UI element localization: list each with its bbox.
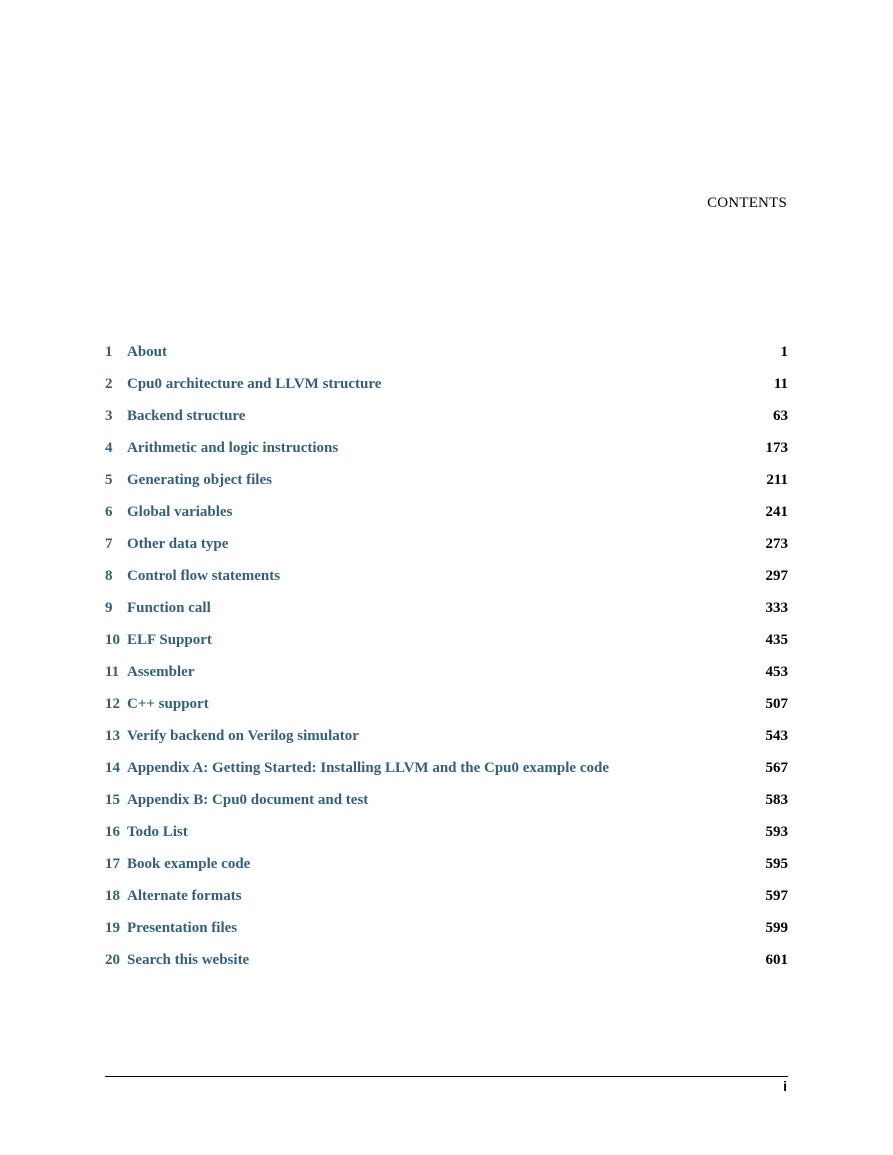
toc-entry-link[interactable] — [105, 468, 766, 492]
chapter-number: 8 — [105, 568, 113, 584]
chapter-title: Control flow statements — [127, 568, 281, 584]
chapter-title: Arithmetic and logic instructions — [127, 440, 339, 456]
footer-page-number: i — [783, 1078, 787, 1094]
footer-divider — [105, 1076, 788, 1077]
chapter-title: Backend structure — [127, 408, 246, 424]
chapter-title: Alternate formats — [127, 888, 242, 904]
toc-entry-link[interactable] — [105, 436, 766, 460]
chapter-number: 6 — [105, 504, 113, 520]
chapter-number: 3 — [105, 408, 113, 424]
chapter-number: 9 — [105, 600, 113, 616]
chapter-title: Global variables — [127, 504, 233, 520]
toc-entry — [105, 340, 788, 372]
toc-entry-link[interactable] — [105, 404, 773, 428]
chapter-page-number: 273 — [765, 536, 788, 552]
chapter-number: 5 — [105, 472, 113, 488]
chapter-page-number: 1 — [780, 344, 788, 360]
chapter-page-number: 597 — [765, 888, 788, 904]
toc-entry-link[interactable] — [105, 948, 766, 972]
chapter-title: Presentation files — [127, 920, 238, 936]
chapter-page-number: 601 — [765, 952, 788, 968]
running-header: CONTENTS — [707, 195, 787, 211]
toc-entry-link[interactable] — [105, 916, 766, 940]
table-of-contents — [105, 340, 788, 980]
toc-entry-link[interactable] — [105, 852, 766, 876]
chapter-page-number: 453 — [765, 664, 788, 680]
chapter-title: Cpu0 architecture and LLVM structure — [127, 376, 382, 392]
toc-entry — [105, 500, 788, 532]
toc-entry — [105, 948, 788, 980]
chapter-page-number: 567 — [765, 760, 788, 776]
chapter-number: 4 — [105, 440, 113, 456]
toc-entry — [105, 596, 788, 628]
chapter-title: ELF Support — [127, 632, 212, 648]
chapter-title: Todo List — [127, 824, 188, 840]
toc-entry-link[interactable] — [105, 724, 766, 748]
toc-entry — [105, 660, 788, 692]
toc-entry — [105, 692, 788, 724]
toc-entry-link[interactable] — [105, 596, 766, 620]
toc-entry-link[interactable] — [105, 660, 766, 684]
chapter-page-number: 173 — [765, 440, 788, 456]
chapter-number: 20 — [105, 952, 120, 968]
chapter-title: Generating object files — [127, 472, 272, 488]
chapter-number: 19 — [105, 920, 120, 936]
toc-entry-link[interactable] — [105, 372, 774, 396]
toc-entry — [105, 468, 788, 500]
chapter-page-number: 333 — [765, 600, 788, 616]
chapter-title: Appendix A: Getting Started: Installing LLVM and the Cpu0 example code — [127, 760, 609, 776]
chapter-number: 2 — [105, 376, 113, 392]
chapter-number: 14 — [105, 760, 120, 776]
chapter-page-number: 63 — [773, 408, 788, 424]
chapter-page-number: 241 — [765, 504, 788, 520]
chapter-page-number: 599 — [765, 920, 788, 936]
chapter-title: C++ support — [127, 696, 209, 712]
toc-entry-link[interactable] — [105, 788, 766, 812]
toc-entry — [105, 628, 788, 660]
toc-entry-link[interactable] — [105, 884, 766, 908]
chapter-number: 7 — [105, 536, 113, 552]
toc-entry-link[interactable] — [105, 564, 766, 588]
chapter-number: 16 — [105, 824, 120, 840]
toc-entry — [105, 724, 788, 756]
chapter-page-number: 435 — [765, 632, 788, 648]
toc-entry — [105, 788, 788, 820]
chapter-title: Assembler — [127, 664, 195, 680]
chapter-title: Book example code — [127, 856, 251, 872]
toc-entry-link[interactable] — [105, 340, 781, 364]
toc-entry-link[interactable] — [105, 756, 766, 780]
chapter-title: Appendix B: Cpu0 document and test — [127, 792, 369, 808]
toc-entry-link[interactable] — [105, 820, 766, 844]
toc-entry — [105, 852, 788, 884]
chapter-number: 1 — [105, 344, 113, 360]
toc-entry — [105, 756, 788, 788]
chapter-page-number: 583 — [765, 792, 788, 808]
chapter-page-number: 297 — [765, 568, 788, 584]
chapter-number: 15 — [105, 792, 120, 808]
chapter-page-number: 593 — [765, 824, 788, 840]
toc-entry — [105, 372, 788, 404]
toc-entry — [105, 884, 788, 916]
chapter-title: Search this website — [127, 952, 250, 968]
toc-entry — [105, 820, 788, 852]
chapter-number: 12 — [105, 696, 120, 712]
chapter-page-number: 11 — [773, 376, 788, 392]
toc-entry-link[interactable] — [105, 532, 766, 556]
chapter-title: About — [127, 344, 168, 360]
chapter-page-number: 543 — [765, 728, 788, 744]
chapter-page-number: 595 — [765, 856, 788, 872]
toc-entry-link[interactable] — [105, 692, 766, 716]
chapter-number: 17 — [105, 856, 120, 872]
toc-entry-link[interactable] — [105, 628, 766, 652]
chapter-number: 18 — [105, 888, 120, 904]
toc-entry — [105, 532, 788, 564]
chapter-page-number: 211 — [766, 472, 788, 488]
toc-entry — [105, 564, 788, 596]
chapter-title: Other data type — [127, 536, 229, 552]
chapter-title: Function call — [127, 600, 211, 616]
toc-entry-link[interactable] — [105, 500, 766, 524]
toc-entry — [105, 916, 788, 948]
toc-entry — [105, 404, 788, 436]
toc-entry — [105, 436, 788, 468]
chapter-title: Verify backend on Verilog simulator — [127, 728, 359, 744]
chapter-page-number: 507 — [765, 696, 788, 712]
chapter-number: 13 — [105, 728, 120, 744]
chapter-number: 10 — [105, 632, 120, 648]
chapter-number: 11 — [105, 664, 120, 680]
